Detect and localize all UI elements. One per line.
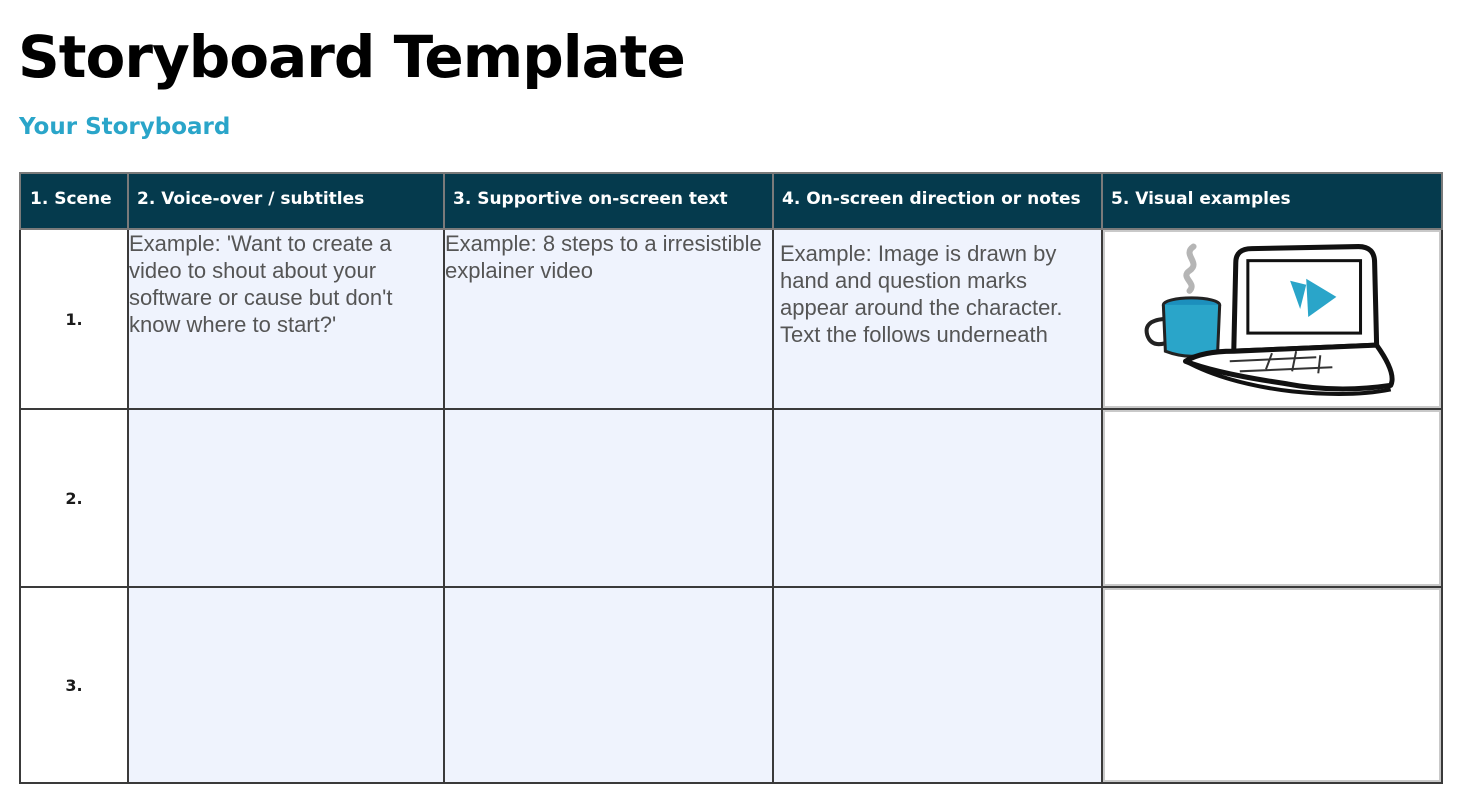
onscreen-text-cell[interactable]: Example: 8 steps to a irresistible explainer video <box>444 229 773 409</box>
voiceover-cell[interactable] <box>128 409 444 587</box>
table-row <box>20 409 1442 587</box>
table-row <box>20 229 1442 409</box>
header-scene: 1. Scene <box>20 173 128 229</box>
visual-cell[interactable] <box>1102 409 1442 587</box>
direction-cell[interactable] <box>773 409 1102 587</box>
onscreen-text-cell[interactable] <box>444 409 773 587</box>
header-onscreen-text: 3. Supportive on-screen text <box>444 173 773 229</box>
page-title: Storyboard Template <box>18 23 685 91</box>
table-header-row <box>20 173 1442 229</box>
scene-number: 2. <box>20 409 128 587</box>
header-direction: 4. On-screen direction or notes <box>773 173 1102 229</box>
scene-number: 3. <box>20 587 128 783</box>
voiceover-cell[interactable] <box>128 587 444 783</box>
direction-cell[interactable] <box>773 587 1102 783</box>
visual-frame <box>1103 230 1441 408</box>
laptop-with-coffee-mug-icon <box>1105 232 1439 406</box>
visual-cell[interactable] <box>1102 587 1442 783</box>
voiceover-cell[interactable]: Example: 'Want to create a video to shout about your software or cause but don't know where to start?' <box>128 229 444 409</box>
storyboard-table <box>19 172 1443 784</box>
direction-cell[interactable]: Example: Image is drawn by hand and question marks appear around the character. Text the follows underneath <box>773 229 1102 409</box>
header-voiceover: 2. Voice-over / subtitles <box>128 173 444 229</box>
visual-frame <box>1103 410 1441 586</box>
visual-frame <box>1103 588 1441 782</box>
scene-number: 1. <box>20 229 128 409</box>
visual-cell[interactable] <box>1102 229 1442 409</box>
table-row <box>20 587 1442 783</box>
onscreen-text-cell[interactable] <box>444 587 773 783</box>
header-visual: 5. Visual examples <box>1102 173 1442 229</box>
section-subtitle: Your Storyboard <box>19 114 231 140</box>
